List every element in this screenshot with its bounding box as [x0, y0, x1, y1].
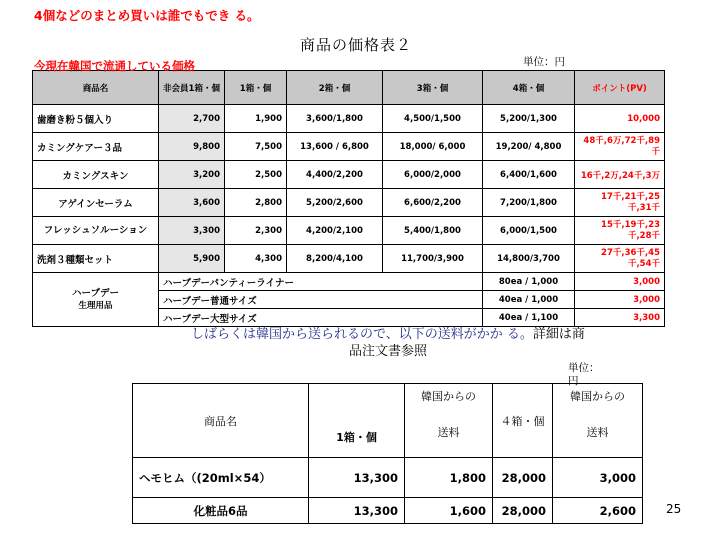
shipping-table [132, 383, 643, 524]
shipping-fee-1: 1,800 [405, 458, 493, 498]
price-3: 4,500/1,500 [383, 105, 483, 133]
herb-item-points: 3,000 [575, 273, 665, 291]
points: 16千,2万,24千,3万 [575, 161, 665, 189]
price-1: 4,300 [225, 245, 287, 273]
price-3: 5,400/1,800 [383, 217, 483, 245]
header-qty-4: 4箱・個 [483, 71, 575, 105]
herb-item-name: ハーブデー大型サイズ [159, 309, 483, 327]
herb-item-name: ハーブデーパンティーライナー [159, 273, 483, 291]
price-4: 5,200/1,300 [483, 105, 575, 133]
herb-item-qty: 40ea / 1,100 [483, 309, 575, 327]
price-2: 13,600 / 6,800 [287, 133, 383, 161]
page-title: 商品の価格表２ [300, 36, 413, 54]
bulk-purchase-note: 4個などのまとめ買いは誰でもでき る。 [34, 8, 260, 23]
price-1: 7,500 [225, 133, 287, 161]
price-2: 3,600/1,800 [287, 105, 383, 133]
unit-label-shipping: 単位：円 [568, 362, 600, 387]
price-4: 6,400/1,600 [483, 161, 575, 189]
price-2: 4,400/2,200 [287, 161, 383, 189]
shipping-price-1: 13,300 [309, 498, 405, 524]
product-name: カミングケアー３品 [33, 133, 159, 161]
table-row [33, 189, 665, 217]
points: 48千,6万,72千,89千 [583, 135, 660, 157]
price-1: 1,900 [225, 105, 287, 133]
nonmember-price: 9,800 [159, 133, 225, 161]
shipping-header-from-korea-1: 韓国からの [405, 384, 493, 408]
price-1: 2,500 [225, 161, 287, 189]
price-3: 6,600/2,200 [383, 189, 483, 217]
price-4: 14,800/3,700 [483, 245, 575, 273]
product-name: カミングスキン [33, 161, 159, 189]
nonmember-price: 2,700 [159, 105, 225, 133]
price-2: 8,200/4,100 [287, 245, 383, 273]
herb-item-qty: 40ea / 1,000 [483, 291, 575, 309]
table-row [33, 133, 665, 161]
nonmember-price: 5,900 [159, 245, 225, 273]
product-name: 洗剤３種類セット [33, 245, 159, 273]
header-qty-3: 3箱・個 [383, 71, 483, 105]
header-qty-2: 2箱・個 [287, 71, 383, 105]
nonmember-price: 3,300 [159, 217, 225, 245]
shipping-notice-detail: 詳細は商品注文書参照 [348, 327, 585, 359]
shipping-notice [188, 326, 588, 360]
price-4: 19,200/ 4,800 [483, 133, 575, 161]
shipping-header-fee-1: 送料 [405, 408, 493, 458]
herb-day-subtitle: 生理用品 [78, 300, 113, 311]
unit-label: 単位：円 [523, 56, 565, 68]
shipping-price-4: 28,000 [493, 458, 553, 498]
price-3: 11,700/3,900 [383, 245, 483, 273]
price-1: 2,800 [225, 189, 287, 217]
page-number: 25 [666, 502, 682, 516]
price-1: 2,300 [225, 217, 287, 245]
product-name: アゲインセーラム [33, 189, 159, 217]
price-table-header-row [33, 71, 665, 105]
shipping-price-4: 28,000 [493, 498, 553, 524]
herb-item-qty: 80ea / 1,000 [483, 273, 575, 291]
table-row [33, 217, 665, 245]
table-row [33, 105, 665, 133]
shipping-header-top-row [133, 384, 643, 408]
price-3: 6,000/2,000 [383, 161, 483, 189]
table-row [133, 458, 643, 498]
herb-item-points: 3,000 [575, 291, 665, 309]
table-row [133, 498, 643, 524]
table-row [33, 245, 665, 273]
header-product-name: 商品名 [33, 71, 159, 105]
nonmember-price: 3,600 [159, 189, 225, 217]
shipping-product-name: 化粧品6品 [133, 498, 309, 524]
herb-item-points: 3,300 [575, 309, 665, 327]
herb-day-name: ハーブデー [71, 287, 120, 299]
points: 10,000 [575, 105, 665, 133]
price-table [32, 70, 665, 327]
price-4: 6,000/1,500 [483, 217, 575, 245]
shipping-notice-highlight: しばらくは韓国から送られるので、以下の送料がかか る。 [191, 327, 533, 342]
nonmember-price: 3,200 [159, 161, 225, 189]
product-name: フレッシュソルーション [43, 225, 148, 236]
product-name: 歯磨き粉５個入り [33, 105, 159, 133]
shipping-header-product-name: 商品名 [133, 384, 309, 458]
points: 17千,21千,25千,31千 [601, 191, 660, 213]
price-3: 18,000/ 6,000 [383, 133, 483, 161]
herb-item-name: ハーブデー普通サイズ [159, 291, 483, 309]
header-points: ポイント(PV) [575, 71, 665, 105]
shipping-header-from-korea-2: 韓国からの [553, 384, 643, 408]
shipping-fee-4: 3,000 [553, 458, 643, 498]
shipping-header-qty-1: 1箱・個 [309, 384, 405, 458]
table-row [33, 273, 665, 291]
price-2: 5,200/2,600 [287, 189, 383, 217]
shipping-fee-1: 1,600 [405, 498, 493, 524]
korea-price-note: 今現在韓国で流通している価格 [34, 59, 195, 73]
header-qty-1: 1箱・個 [225, 71, 287, 105]
header-nonmember-price: 非会員1箱・個 [159, 71, 225, 105]
price-4: 7,200/1,800 [483, 189, 575, 217]
points: 27千,36千,45千,54千 [601, 247, 660, 269]
price-2: 4,200/2,100 [287, 217, 383, 245]
points: 15千,19千,23千,28千 [601, 219, 660, 241]
shipping-header-fee-2: 送料 [553, 408, 643, 458]
shipping-fee-4: 2,600 [553, 498, 643, 524]
shipping-header-qty-4: ４箱・個 [493, 384, 553, 458]
table-row [33, 161, 665, 189]
shipping-price-1: 13,300 [309, 458, 405, 498]
shipping-product-name: ヘモヒム（(20ml×54） [133, 458, 309, 498]
herb-day-group [33, 273, 159, 327]
